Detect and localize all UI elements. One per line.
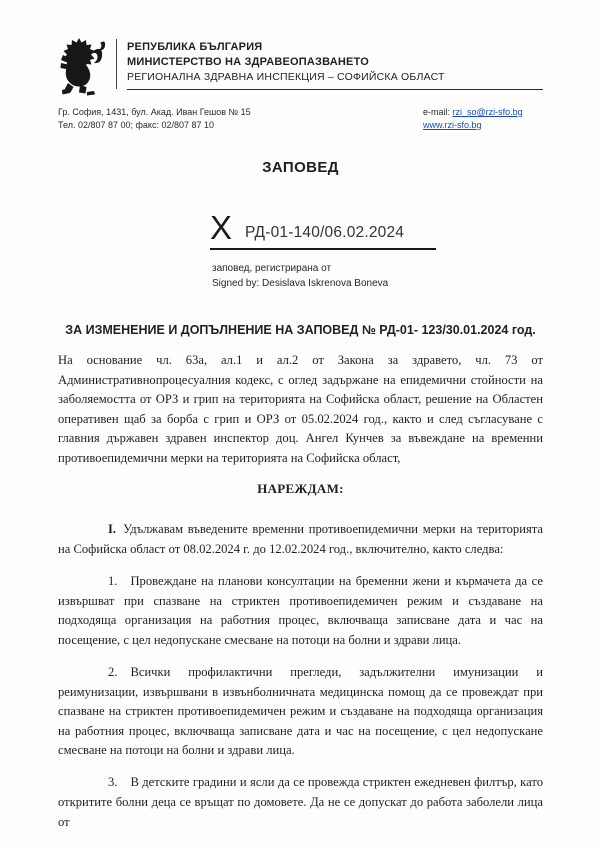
email-line: [423, 106, 543, 119]
bulgarian-lion-emblem-icon: [58, 36, 108, 96]
website-line: [423, 119, 543, 132]
list-item: [58, 572, 543, 650]
order-word: НАРЕЖДАМ:: [257, 481, 344, 497]
item-text: Провеждане на планови консултации на бременни жени и кърмачета да се извършват при спазване на стриктен противоепидемичен режим и създаване на подходяща организация на работния процес, включваща записване дата и час на посещение, с цел недопускане смесване на потоци на болни и здрави лица.: [58, 573, 543, 647]
ministry-name: МИНИСТЕРСТВО НА ЗДРАВЕОПАЗВАНЕТО: [127, 56, 369, 68]
section-i-text: Удължавам въведените временни противоепидемични мерки на територията на Софийска област от 08.02.2024 г. до 12.02.2024 год., включително, както следва:: [58, 522, 543, 556]
inspection-name: РЕГИОНАЛНА ЗДРАВНА ИНСПЕКЦИЯ – СОФИЙСКА ОБЛАСТ: [127, 70, 543, 90]
signature-field: [210, 209, 436, 291]
website-link[interactable]: www.rzi-sfo.bg: [423, 120, 482, 130]
document-title: ЗАПОВЕД: [262, 159, 339, 176]
signature-line: [210, 209, 436, 250]
contact-address-block: [58, 106, 251, 132]
item-number: 3.: [108, 775, 118, 790]
item-number: 2.: [108, 664, 118, 679]
email-label: e-mail:: [423, 107, 453, 117]
signature-meta: [212, 261, 436, 291]
letterhead-text: [127, 36, 543, 90]
country-name: РЕПУБЛИКА БЪЛГАРИЯ: [127, 41, 263, 53]
letterhead: [58, 36, 543, 96]
registered-by-label: заповед, регистрирана от: [212, 263, 332, 274]
phone-line: Тел. 02/807 87 00; факс: 02/807 87 10: [58, 120, 215, 130]
section-i-paragraph: [58, 520, 543, 559]
item-number: 1.: [108, 573, 118, 588]
contact-strip: [58, 106, 543, 132]
address-line: Гр. София, 1431, бул. Акад. Иван Гешов № 15: [58, 107, 251, 117]
item-text: В детските градини и ясли да се провежда стриктен ежедневен филтър, като откритите болни деца се връщат по домовете. Да не се допускат до работа заболели лица от: [58, 775, 543, 829]
signature-x-mark: X: [210, 209, 233, 246]
list-item: [58, 663, 543, 761]
subject-heading: ЗА ИЗМЕНЕНИЕ И ДОПЪЛНЕНИЕ НА ЗАПОВЕД № РД-01- 123/30.01.2024 год.: [65, 323, 536, 337]
email-link[interactable]: rzi_so@rzi-sfo.bg: [452, 107, 523, 117]
list-item: [58, 773, 543, 832]
letterhead-divider: [116, 39, 117, 89]
preamble-paragraph: На основание чл. 63а, ал.1 и ал.2 от Закона за здравето, чл. 73 от Административнопроцесуалния кодекс, с оглед задържане на епидемични стойности на заболяемостта от ОРЗ и грип на територията на Софийска област, решение на Областен оперативен щаб за борба с грип и ОРЗ от 05.02.2024 год., както и след съгласуване с главния държавен здравен инспектор доц. Ангел Кунчев за въвеждане на временни противоепидемични мерки на територията на Софийска област,: [58, 353, 543, 465]
order-number: РД-01-140/06.02.2024: [245, 224, 405, 241]
section-i-number: I.: [108, 522, 117, 537]
item-text: Всички профилактични прегледи, задължителни имунизации и реимунизации, извършвани в извънболничната медицинска помощ да се провеждат при спазване на стриктен противоепидемичен режим и създаване на подходяща организация на работния процес, включваща записване дата и час на посещение, с цел недопускане смесване на потоци на болни и здрави лица.: [58, 664, 543, 758]
signed-by-label: Signed by: Desislava Iskrenova Boneva: [212, 278, 389, 289]
contact-web-block: [423, 106, 543, 132]
